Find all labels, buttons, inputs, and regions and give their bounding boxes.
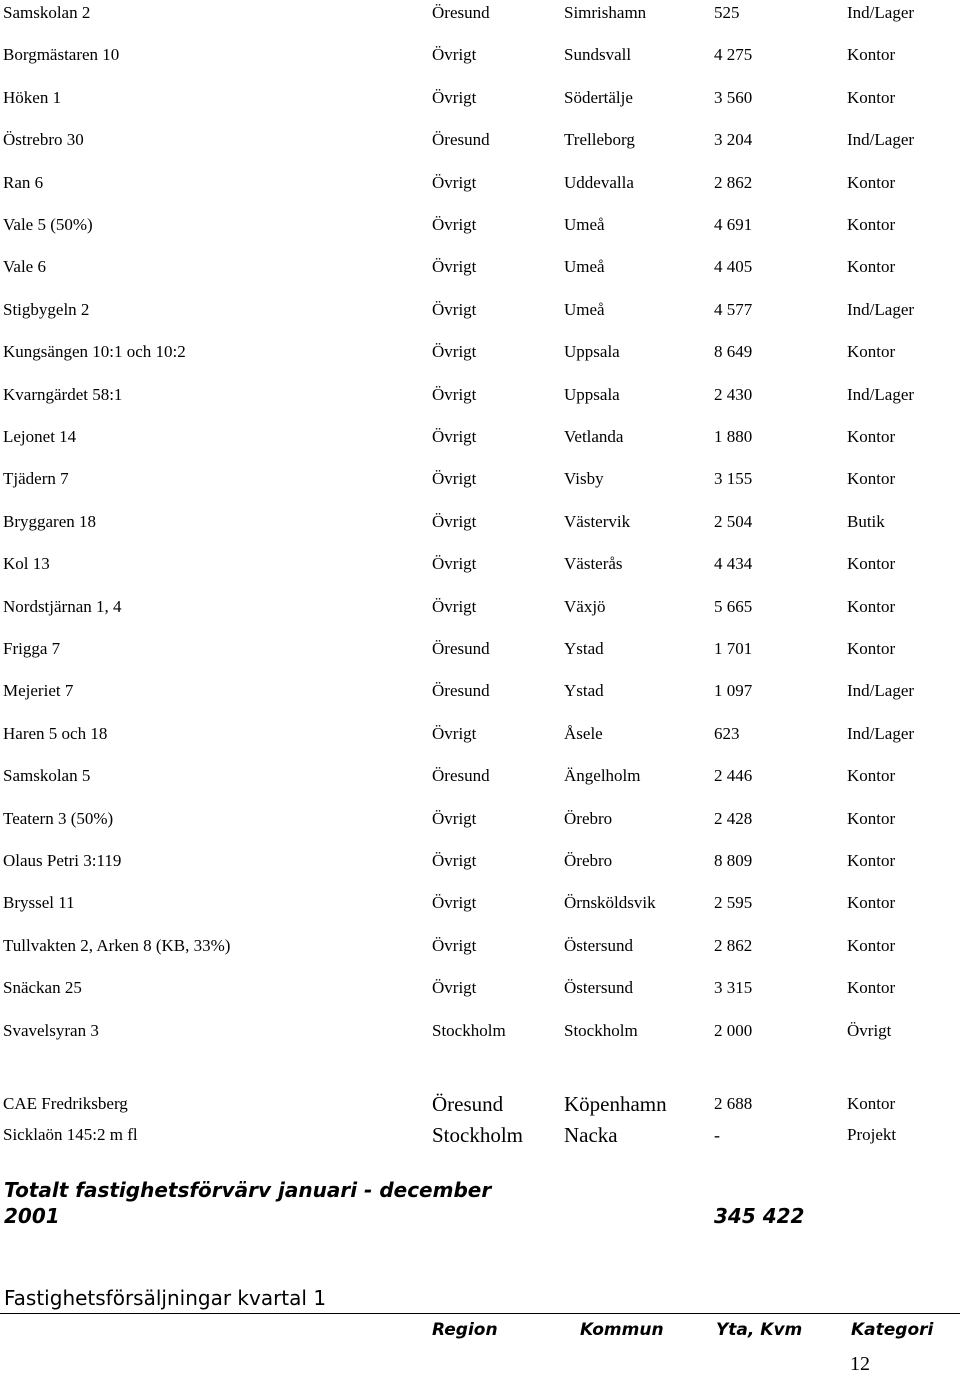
sales-table-header — [0, 1318, 960, 1342]
property-name-cell: Borgmästaren 10 — [3, 45, 120, 65]
header-yta: Yta, Kvm — [716, 1320, 803, 1340]
property-name-cell: Teatern 3 (50%) — [3, 808, 114, 828]
page-number: 12 — [850, 1353, 870, 1375]
table-row — [0, 764, 960, 788]
total-acquisitions-value: 345 422 — [714, 1204, 805, 1228]
category-cell: Kontor — [847, 978, 896, 998]
category-cell: Kontor — [847, 935, 896, 955]
region-cell: Övrigt — [432, 257, 477, 277]
table-row — [0, 1123, 960, 1147]
kommun-cell: Simrishamn — [564, 3, 647, 22]
table-row — [0, 976, 960, 1000]
region-cell: Övrigt — [432, 511, 477, 531]
region-cell: Öresund — [432, 3, 490, 22]
kommun-cell: Örnsköldsvik — [564, 893, 656, 913]
kommun-cell: Östersund — [564, 935, 633, 955]
table-row — [0, 722, 960, 746]
property-name-cell: Snäckan 25 — [3, 978, 82, 998]
property-name-cell: Östrebro 30 — [3, 130, 84, 150]
category-cell: Kontor — [847, 215, 896, 234]
property-name-cell: Vale 6 — [3, 257, 46, 277]
table-row — [0, 340, 960, 364]
area-cell: 3 155 — [714, 469, 753, 489]
region-cell: Övrigt — [432, 723, 477, 743]
area-cell: - — [714, 1125, 720, 1145]
area-cell: 1 880 — [714, 427, 753, 446]
table-row — [0, 86, 960, 110]
region-cell: Övrigt — [432, 342, 477, 362]
region-cell: Öresund — [432, 766, 490, 786]
category-cell: Kontor — [847, 639, 896, 658]
property-name-cell: Tjädern 7 — [3, 469, 69, 489]
property-name-cell: Svavelsyran 3 — [3, 1020, 99, 1040]
category-cell: Ind/Lager — [847, 130, 915, 150]
table-row — [0, 595, 960, 619]
table-row — [0, 1, 960, 25]
property-name-cell: Sicklaön 145:2 m fl — [3, 1125, 138, 1144]
table-row — [0, 510, 960, 534]
kommun-cell: Södertälje — [564, 87, 633, 107]
region-cell: Övrigt — [432, 554, 477, 574]
section-divider — [0, 1313, 960, 1314]
kommun-cell: Nacka — [564, 1123, 618, 1147]
area-cell: 5 665 — [714, 596, 753, 616]
kommun-cell: Uppsala — [564, 342, 620, 362]
property-name-cell: Lejonet 14 — [3, 427, 77, 446]
kommun-cell: Ängelholm — [564, 766, 641, 786]
region-cell: Övrigt — [432, 469, 477, 489]
region-cell: Övrigt — [432, 87, 477, 107]
kommun-cell: Uddevalla — [564, 172, 634, 192]
property-name-cell: Mejeriet 7 — [3, 681, 74, 701]
kommun-cell: Uppsala — [564, 384, 620, 404]
sales-section-title: Fastighetsförsäljningar kvartal 1 — [4, 1286, 327, 1310]
kommun-cell: Sundsvall — [564, 45, 632, 65]
property-name-cell: Ran 6 — [3, 172, 44, 192]
category-cell: Kontor — [847, 45, 896, 65]
category-cell: Projekt — [847, 1125, 897, 1144]
property-name-cell: Kungsängen 10:1 och 10:2 — [3, 342, 186, 362]
kommun-cell: Köpenhamn — [564, 1092, 667, 1116]
total-label-line2: 2001 — [4, 1204, 60, 1228]
category-cell: Kontor — [847, 469, 896, 489]
category-cell: Ind/Lager — [847, 681, 915, 701]
category-cell: Kontor — [847, 554, 896, 574]
category-cell: Övrigt — [847, 1020, 892, 1040]
kommun-cell: Vetlanda — [564, 427, 624, 446]
table-row — [0, 383, 960, 407]
region-cell: Övrigt — [432, 45, 477, 65]
area-cell: 1 097 — [714, 681, 753, 701]
category-cell: Kontor — [847, 766, 896, 786]
area-cell: 4 405 — [714, 257, 753, 277]
table-row — [0, 171, 960, 195]
property-name-cell: Stigbygeln 2 — [3, 299, 90, 319]
area-cell: 2 595 — [714, 893, 753, 913]
kommun-cell: Ystad — [564, 639, 604, 658]
region-cell: Övrigt — [432, 935, 477, 955]
category-cell: Ind/Lager — [847, 3, 915, 22]
kommun-cell: Örebro — [564, 851, 613, 870]
region-cell: Övrigt — [432, 172, 477, 192]
category-cell: Kontor — [847, 851, 896, 870]
region-cell: Övrigt — [432, 978, 477, 998]
region-cell: Övrigt — [432, 808, 477, 828]
kommun-cell: Växjö — [564, 596, 606, 616]
area-cell: 1 701 — [714, 639, 753, 658]
header-kommun: Kommun — [580, 1320, 664, 1340]
area-cell: 8 649 — [714, 342, 753, 362]
table-row — [0, 934, 960, 958]
kommun-cell: Åsele — [564, 723, 603, 743]
property-name-cell: Kol 13 — [3, 554, 50, 574]
region-cell: Öresund — [432, 639, 490, 658]
area-cell: 2 862 — [714, 172, 753, 192]
kommun-cell: Örebro — [564, 808, 613, 828]
area-cell: 3 315 — [714, 978, 753, 998]
property-name-cell: Höken 1 — [3, 87, 62, 107]
table-row — [0, 637, 960, 661]
category-cell: Ind/Lager — [847, 723, 915, 743]
category-cell: Kontor — [847, 893, 896, 913]
kommun-cell: Stockholm — [564, 1020, 638, 1040]
category-cell: Kontor — [847, 172, 896, 192]
area-cell: 4 577 — [714, 299, 753, 319]
table-row — [0, 1019, 960, 1043]
table-row — [0, 552, 960, 576]
table-row — [0, 298, 960, 322]
region-cell: Övrigt — [432, 299, 477, 319]
category-cell: Kontor — [847, 596, 896, 616]
category-cell: Ind/Lager — [847, 384, 915, 404]
property-name-cell: Samskolan 5 — [3, 766, 91, 786]
property-name-cell: Kvarngärdet 58:1 — [3, 384, 123, 404]
kommun-cell: Umeå — [564, 215, 605, 234]
region-cell: Övrigt — [432, 893, 477, 913]
region-cell: Öresund — [432, 1092, 504, 1116]
category-cell: Butik — [847, 511, 885, 531]
property-name-cell: Bryssel 11 — [3, 893, 75, 913]
table-row — [0, 213, 960, 237]
property-name-cell: Vale 5 (50%) — [3, 215, 93, 234]
table-row — [0, 255, 960, 279]
region-cell: Övrigt — [432, 596, 477, 616]
region-cell: Övrigt — [432, 427, 477, 446]
kommun-cell: Västervik — [564, 511, 631, 531]
property-name-cell: Samskolan 2 — [3, 3, 91, 22]
kommun-cell: Ystad — [564, 681, 604, 701]
kommun-cell: Visby — [564, 469, 604, 489]
area-cell: 3 560 — [714, 87, 753, 107]
kommun-cell: Västerås — [564, 554, 623, 574]
area-cell: 2 430 — [714, 384, 753, 404]
property-name-cell: Olaus Petri 3:119 — [3, 851, 122, 870]
total-acquisitions-label — [4, 1177, 624, 1229]
area-cell: 4 691 — [714, 215, 753, 234]
area-cell: 2 428 — [714, 808, 753, 828]
region-cell: Stockholm — [432, 1020, 506, 1040]
area-cell: 525 — [714, 3, 740, 22]
table-row — [0, 849, 960, 873]
table-row — [0, 891, 960, 915]
area-cell: 623 — [714, 723, 740, 743]
property-name-cell: Nordstjärnan 1, 4 — [3, 596, 122, 616]
region-cell: Öresund — [432, 681, 490, 701]
table-row — [0, 1092, 960, 1116]
category-cell: Kontor — [847, 808, 896, 828]
kommun-cell: Trelleborg — [564, 130, 635, 150]
table-row — [0, 128, 960, 152]
category-cell: Kontor — [847, 342, 896, 362]
region-cell: Övrigt — [432, 384, 477, 404]
category-cell: Kontor — [847, 257, 896, 277]
area-cell: 4 434 — [714, 554, 753, 574]
category-cell: Ind/Lager — [847, 299, 915, 319]
kommun-cell: Östersund — [564, 978, 633, 998]
area-cell: 3 204 — [714, 130, 753, 150]
area-cell: 2 000 — [714, 1020, 753, 1040]
kommun-cell: Umeå — [564, 257, 605, 277]
region-cell: Övrigt — [432, 851, 477, 870]
area-cell: 2 862 — [714, 935, 753, 955]
kommun-cell: Umeå — [564, 299, 605, 319]
property-name-cell: Bryggaren 18 — [3, 511, 97, 531]
table-row — [0, 467, 960, 491]
header-kategori: Kategori — [851, 1320, 934, 1340]
total-label-line1: Totalt fastighetsförvärv januari - december — [4, 1178, 492, 1202]
table-row — [0, 43, 960, 67]
area-cell: 4 275 — [714, 45, 753, 65]
area-cell: 2 446 — [714, 766, 753, 786]
area-cell: 2 688 — [714, 1094, 753, 1113]
property-name-cell: Frigga 7 — [3, 639, 61, 658]
region-cell: Stockholm — [432, 1123, 524, 1147]
table-row — [0, 425, 960, 449]
category-cell: Kontor — [847, 87, 896, 107]
category-cell: Kontor — [847, 1094, 896, 1113]
header-region: Region — [432, 1320, 498, 1340]
property-name-cell: CAE Fredriksberg — [3, 1094, 128, 1113]
category-cell: Kontor — [847, 427, 896, 446]
table-row — [0, 807, 960, 831]
property-name-cell: Tullvakten 2, Arken 8 (KB, 33%) — [3, 935, 231, 955]
area-cell: 8 809 — [714, 851, 753, 870]
property-name-cell: Haren 5 och 18 — [3, 723, 108, 743]
region-cell: Övrigt — [432, 215, 477, 234]
table-row — [0, 679, 960, 703]
region-cell: Öresund — [432, 130, 490, 150]
area-cell: 2 504 — [714, 511, 753, 531]
